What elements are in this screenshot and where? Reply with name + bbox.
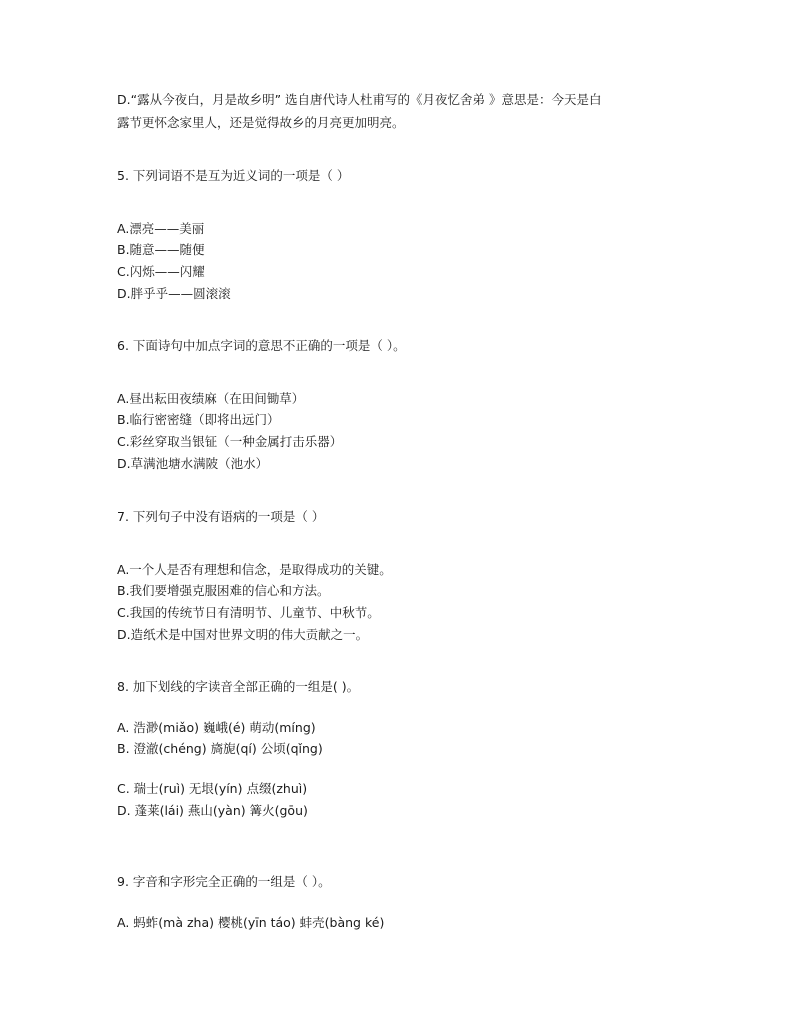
- question-5-stem: 5. 下列词语不是互为近义词的一项是（ ）: [117, 168, 350, 183]
- question-6-option-c: C.彩丝穿取当银钲（一种金属打击乐器）: [117, 434, 343, 449]
- question-8-option-d: D. 蓬莱(lái) 燕山(yàn) 篝火(gōu): [117, 803, 308, 818]
- option-d-text-line-1: D.“露从今夜白，月是故乡明” 选自唐代诗人杜甫写的《月夜忆舍弟 》意思是：今天是白: [117, 92, 602, 107]
- question-7-option-b: B.我们要增强克服困难的信心和方法。: [117, 583, 330, 598]
- question-8-stem: 8. 加下划线的字读音全部正确的一组是( )。: [117, 679, 360, 694]
- question-7-option-a: A.一个人是否有理想和信念，是取得成功的关键。: [117, 562, 392, 577]
- question-7-option-d: D.造纸术是中国对世界文明的伟大贡献之一。: [117, 627, 369, 642]
- question-7-stem: 7. 下列句子中没有语病的一项是（ ）: [117, 509, 325, 524]
- question-6-option-b: B.临行密密缝（即将出远门）: [117, 412, 280, 427]
- question-5-option-a: A.漂亮——美丽: [117, 221, 205, 236]
- question-6-option-d: D.草满池塘水满陂（池水）: [117, 456, 269, 471]
- question-8-option-c: C. 瑞士(ruì) 无垠(yín) 点缀(zhuì): [117, 781, 308, 796]
- question-8-option-b: B. 澄澈(chéng) 旖旎(qí) 公顷(qǐng): [117, 741, 323, 756]
- question-6-option-a: A.昼出耘田夜绩麻（在田间锄草）: [117, 391, 305, 406]
- question-5-option-b: B.随意——随便: [117, 242, 205, 257]
- question-9-stem: 9. 字音和字形完全正确的一组是（ ）。: [117, 874, 331, 889]
- question-5-option-d: D.胖乎乎——圆滚滚: [117, 286, 231, 301]
- question-7-option-c: C.我国的传统节日有清明节、儿童节、中秋节。: [117, 605, 380, 620]
- question-9-option-a: A. 蚂蚱(mà zha) 樱桃(yīn táo) 蚌壳(bàng ké): [117, 915, 385, 930]
- question-6-stem: 6. 下面诗句中加点字词的意思不正确的一项是（ ）。: [117, 338, 406, 353]
- question-5-option-c: C.闪烁——闪耀: [117, 264, 205, 279]
- option-d-text-line-2: 露节更怀念家里人，还是觉得故乡的月亮更加明亮。: [117, 115, 405, 130]
- question-8-option-a: A. 浩渺(miǎo) 巍峨(é) 萌动(míng): [117, 720, 316, 735]
